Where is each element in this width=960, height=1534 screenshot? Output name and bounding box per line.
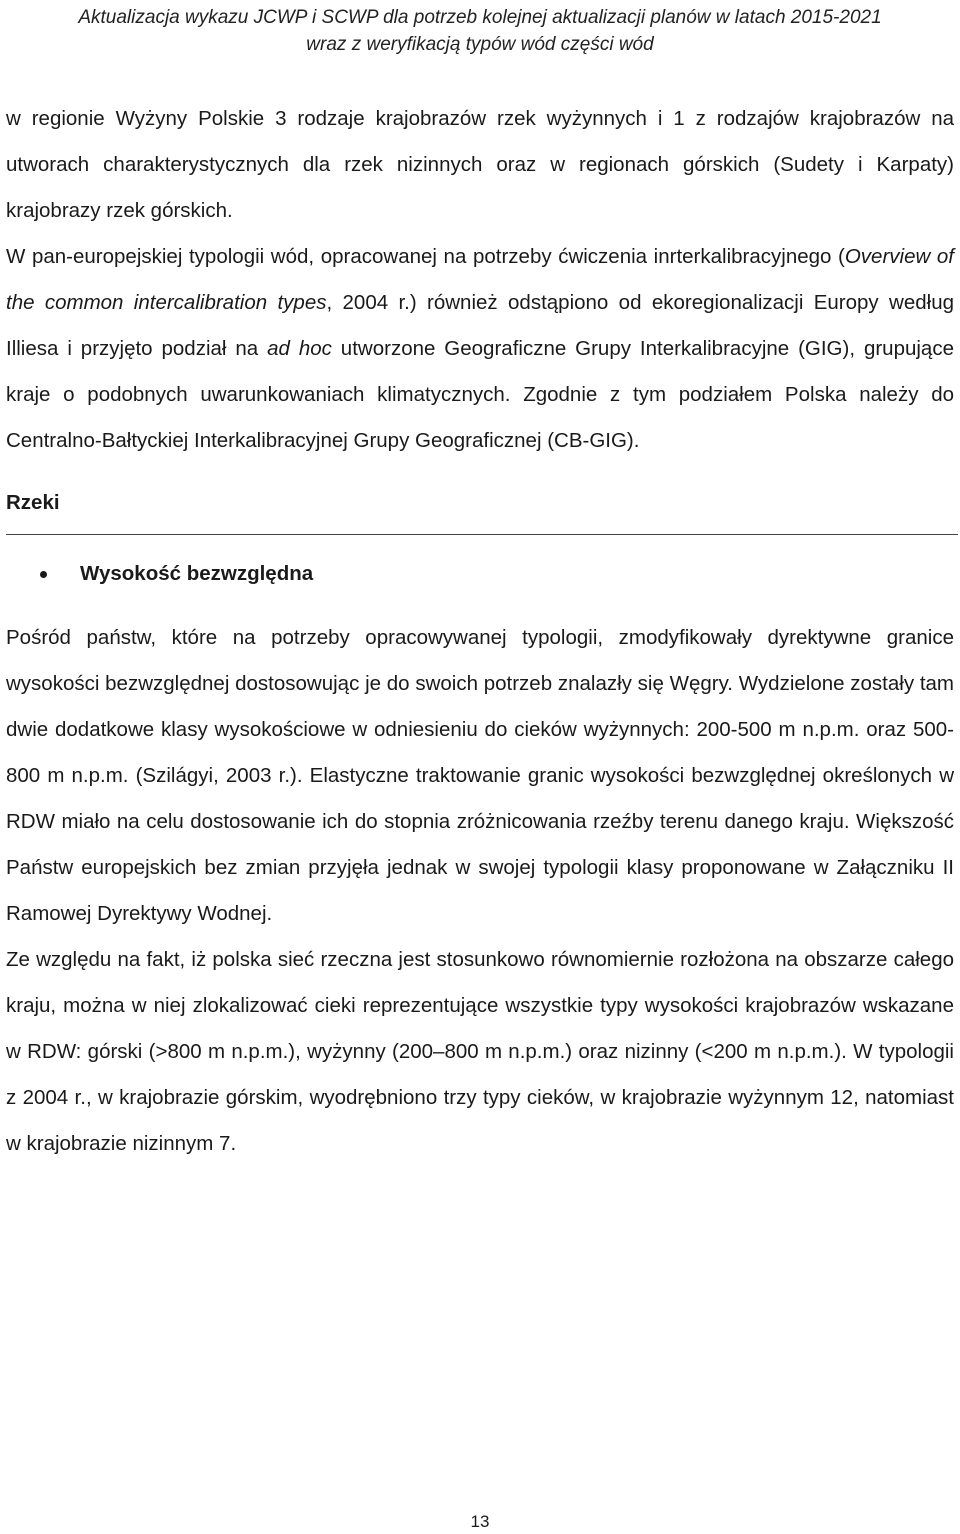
paragraph-2-text-c: utworzone Geograficzne Grupy Interkalibracyjne (GIG), grupujące kraje o podobnych uwarunkowaniach klimatycznych. Zgodnie z tym podziałem Polska należy do Centralno-Bałtyckiej Interkalibracyjnej Grupy Geograficznej (CB-GIG).	[6, 337, 954, 452]
section-heading-rzeki: Rzeki	[6, 491, 60, 514]
paragraph-2	[6, 234, 954, 464]
paragraph-4: Ze względu na fakt, iż polska sieć rzeczna jest stosunkowo równomiernie rozłożona na obszarze całego kraju, można w niej zlokalizować cieki reprezentujące wszystkie typy wysokości krajobrazów wskazane w RDW: górski (>800 m n.p.m.), wyżynny (200–800 m n.p.m.) oraz nizinny (<200 m n.p.m.). W typologii z 2004 r., w krajobrazie górskim, wyodrębniono trzy typy cieków, w krajobrazie wyżynnym 12, natomiast w krajobrazie nizinnym 7.	[6, 948, 954, 1155]
header-line-2: wraz z weryfikacją typów wód części wód	[306, 34, 654, 55]
page-number: 13	[470, 1512, 490, 1531]
bullet-dot-icon	[40, 571, 47, 578]
paragraph-2-text-b: , 2004 r.) również odstąpiono od ekoregionalizacji Europy według Illiesa i przyjęto podział na	[6, 291, 954, 360]
paragraph-2-text-a: W pan-europejskiej typologii wód, opracowanej na potrzeby ćwiczenia inrterkalibracyjnego (	[6, 245, 845, 268]
bullet-heading: Wysokość bezwzględna	[80, 562, 314, 585]
paragraph-2-italic-adhoc: ad hoc	[267, 337, 332, 360]
bullet-item	[6, 551, 954, 597]
page-header	[0, 4, 960, 58]
paragraph-2-italic-title: Overview of the common intercalibration types	[6, 245, 954, 314]
header-line-1: Aktualizacja wykazu JCWP i SCWP dla potrzeb kolejnej aktualizacji planów w latach 2015-2021	[78, 7, 882, 28]
paragraph-3: Pośród państw, które na potrzeby opracowywanej typologii, zmodyfikowały dyrektywne granice wysokości bezwzględnej dostosowując je do swoich potrzeb znalazły się Węgry. Wydzielone zostały tam dwie dodatkowe klasy wysokościowe w odniesieniu do cieków wyżynnych: 200-500 m n.p.m. oraz 500-800 m n.p.m. (Szilágyi, 2003 r.). Elastyczne traktowanie granic wysokości bezwzględnej określonych w RDW miało na celu dostosowanie ich do stopnia zróżnicowania rzeźby terenu danego kraju. Większość Państw europejskich bez zmian przyjęła jednak w swojej typologii klasy proponowane w Załączniku II Ramowej Dyrektywy Wodnej.	[6, 626, 954, 925]
document-body	[6, 96, 954, 1167]
paragraph-1: w regionie Wyżyny Polskie 3 rodzaje krajobrazów rzek wyżynnych i 1 z rodzajów krajobrazów na utworach charakterystycznych dla rzek nizinnych oraz w regionach górskich (Sudety i Karpaty) krajobrazy rzek górskich.	[6, 107, 954, 222]
section-divider	[6, 534, 958, 535]
